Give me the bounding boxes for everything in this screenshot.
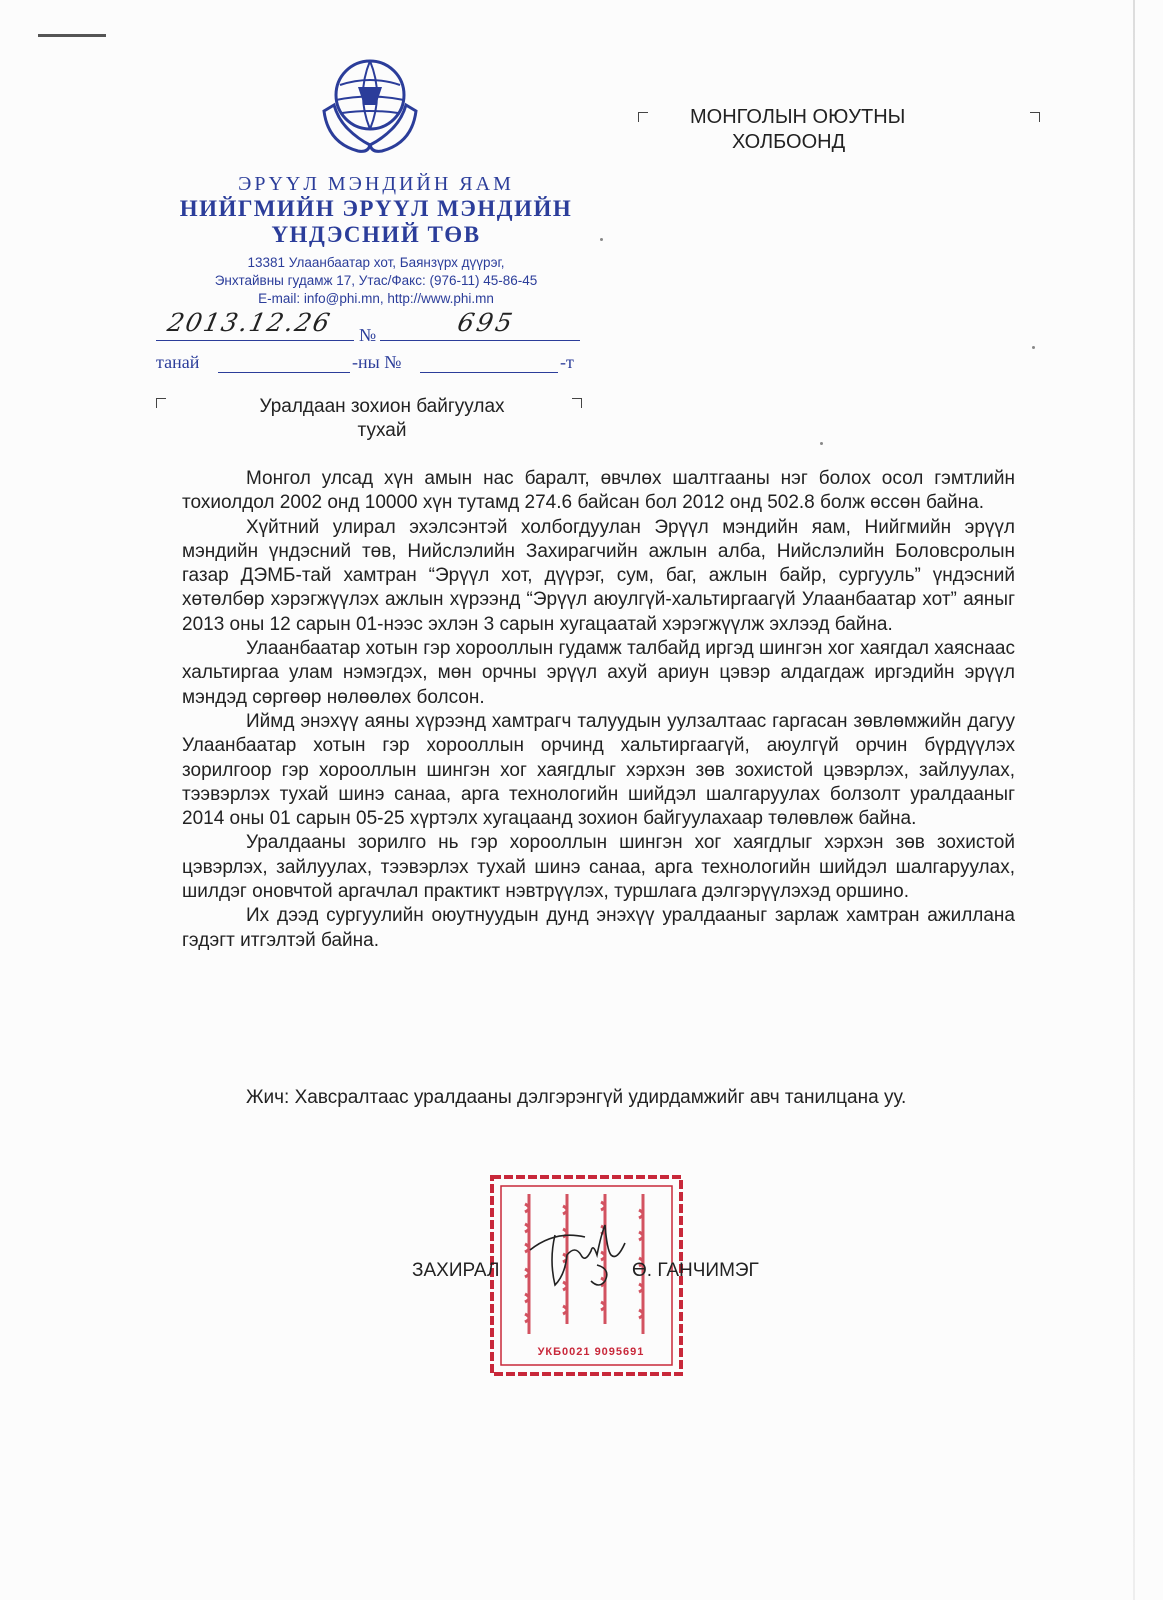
number-label: № [359, 325, 377, 345]
body-paragraph: Монгол улсад хүн амын нас баралт, өвчлөх шалтгааны нэг болох осол гэмтлийн тохиолдол 2002 онд 10000 хүн тутамд 274.6 байсан бол 2012 онд 502.8 болж өссөн байна. [182, 468, 1015, 514]
letter-note: Жич: Хавсралтаас уралдааны дэлгэрэнгүй удирдамжийг авч танилцана уу. [246, 1087, 907, 1108]
body-paragraph: Иймд энэхүү аяны хүрээнд хамтрагч талуудын уулзалтаас гаргасан зөвлөмжийн дагуу Улаанбаатар хотын гэр хорооллын орчинд хальтиргаагүй, аюулгүй орчин бүрдүүлэх зорилгоор гэр хорооллын шингэн хог хаягдлыг хэрхэн зөв зохистой цэвэрлэх, зайлуулах, тээвэрлэх тухай шинэ санаа, арга технологийн шийдэл шалгаруулах болзолт уралдааныг 2014 оны 01 сарын 05-25 хүртэлх хугацаанд зохион байгуулахаар төлөвлөж байна. [182, 710, 1015, 830]
addressee-line1: МОНГОЛЫН ОЮУТНЫ [690, 106, 906, 128]
subject-bracket-left [156, 398, 166, 408]
scan-speck [600, 238, 603, 241]
address-line1: 13381 Улаанбаатар хот, Баянзүрх дүүрэг, [247, 255, 505, 270]
your-label: танай [156, 352, 200, 372]
organization-name-line2: ҮНДЭСНИЙ ТӨВ [271, 222, 481, 247]
body-paragraph: Хүйтний улирал эхэлсэнтэй холбогдуулан Эрүүл мэндийн яам, Нийгмийн эрүүл мэндийн үндэсний төв, Нийслэлийн Захирагчийн ажлын алба, Нийслэлийн Боловсролын газар ДЭМБ-тай хамтран “Эрүүл хот, дүүрэг, сум, баг, ажлын байр, сургууль” үндэсний хөтөлбөр хэрэгжүүлэх ажлын хүрээнд “Эрүүл аюулгүй-хальтиргаагүй Улаанбаатар хот” аяныг 2013 оны 12 сарын 01-нээс эхлэн 3 сарын хугацаатай хэрэгжүүлж эхлээд байна. [182, 516, 1015, 635]
handwritten-signature-icon [525, 1215, 635, 1295]
your-t-label: -т [560, 352, 574, 372]
body-paragraph: Их дээд сургуулийн оюутнуудын дунд энэхүү уралдааныг зарлаж хамтран ажиллана гэдэгт итгэлтэй байна. [182, 905, 1015, 951]
your-date-line [218, 372, 350, 373]
stamp-code: УКБ0021 9095691 [537, 1346, 645, 1358]
signatory-title: ЗАХИРАЛ [412, 1260, 500, 1281]
subject-line2: тухай [357, 420, 407, 441]
body-paragraph: Улаанбаатар хотын гэр хорооллын гудамж талбайд иргэд шингэн хог хаягдал хаяснаас хальтиргаа улам нэмэгдэх, мөн орчны эрүүл ахуй ариун цэвэр алдагдаж иргэдийн эрүүл мэндэд сөргөөр нөлөөлөх болсон. [182, 638, 1015, 708]
letter-subject [232, 395, 532, 443]
addressee-line2: ХОЛБООНД [732, 131, 846, 153]
body-paragraph: Уралдааны зорилго нь гэр хорооллын шингэн хог хаягдлыг хэрхэн зөв зохистой цэвэрлэх, зайлуулах, тээвэрлэх тухай шинэ санаа, арга технологийн шийдэл шалгаруулах, шилдэг оновчтой аргачлал практикт нэвтрүүлэх, туршлага дэлгэрүүлэхэд оршино. [182, 832, 1015, 903]
your-number-label: -ны № [352, 352, 402, 372]
date-line [156, 340, 354, 341]
letter-number: 695 [454, 308, 518, 337]
number-line [380, 340, 580, 341]
address-line2: Энхтайвны гудамж 17, Утас/Факс: (976-11) 45-86-45 [214, 273, 538, 288]
ministry-name: ЭРҮҮЛ МЭНДИЙН ЯАМ [238, 173, 514, 195]
subject-bracket-right [572, 398, 582, 408]
ministry-logo-icon [318, 55, 422, 159]
subject-line1: Уралдаан зохион байгуулах [259, 396, 505, 417]
letter-date: 2013.12.26 [164, 308, 335, 337]
letter-body [182, 467, 1015, 953]
signatory-name: Ө. ГАНЧИМЭГ [632, 1260, 759, 1281]
organization-name [170, 196, 582, 248]
address-line3: E-mail: info@phi.mn, http://www.phi.mn [258, 291, 494, 306]
scan-artifact [38, 34, 106, 37]
your-number-line [420, 372, 558, 373]
page-edge-shadow [1133, 0, 1135, 1600]
scan-speck [1032, 346, 1035, 349]
addressee-bracket-left [638, 112, 648, 122]
addressee-bracket-right [1030, 112, 1040, 122]
organization-name-line1: НИЙГМИЙН ЭРҮҮЛ МЭНДИЙН [179, 196, 573, 221]
organization-address [170, 254, 582, 308]
addressee [690, 105, 990, 155]
scan-speck [820, 442, 823, 445]
